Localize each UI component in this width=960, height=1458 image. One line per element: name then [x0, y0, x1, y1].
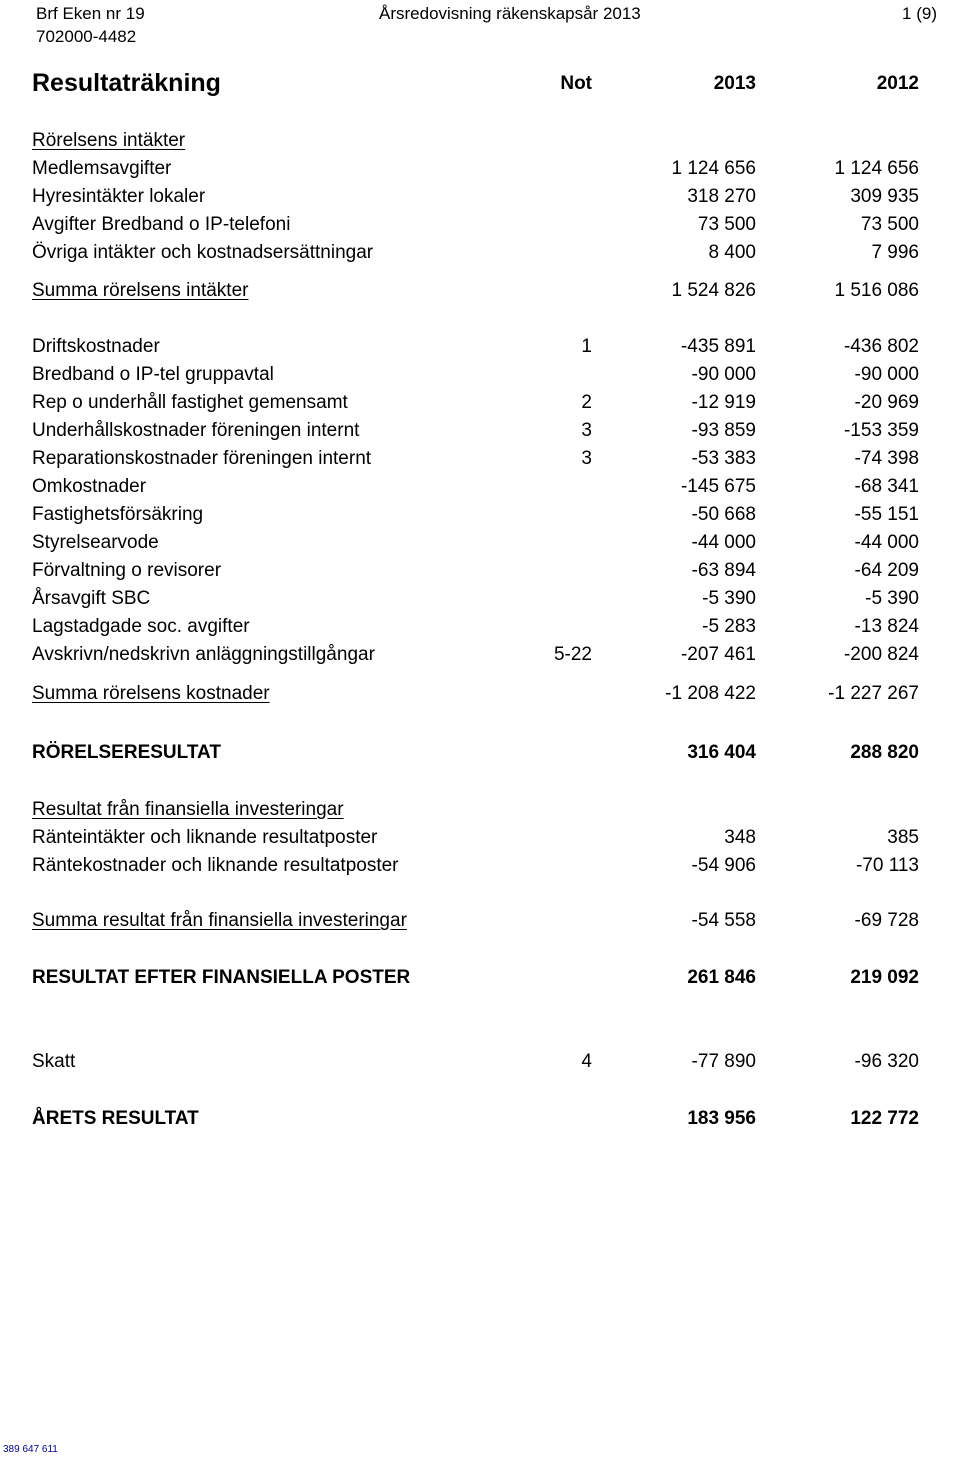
row-value-2012: -55 151 [854, 504, 919, 525]
total-row-costs [0, 681, 960, 707]
table-row [0, 334, 960, 360]
row-value-2013: 73 500 [697, 214, 756, 235]
table-row [0, 212, 960, 238]
row-value-2012: 219 092 [850, 967, 919, 988]
row-value-2012: -96 320 [854, 1051, 919, 1072]
row-label: Medlemsavgifter [32, 158, 172, 179]
row-value-2012: -68 341 [854, 476, 919, 497]
table-row [0, 362, 960, 388]
row-label: Summa resultat från finansiella investeringar [32, 910, 407, 931]
row-value-2013: -93 859 [691, 420, 756, 441]
row-label: Avgifter Bredband o IP-telefoni [32, 214, 291, 235]
row-label: Rep o underhåll fastighet gemensamt [32, 392, 348, 413]
row-value-2013: 348 [724, 827, 756, 848]
section-heading-financial [0, 797, 960, 823]
row-label: RESULTAT EFTER FINANSIELLA POSTER [32, 967, 411, 988]
table-row [0, 614, 960, 640]
row-note: 1 [581, 336, 592, 357]
page-number: 1 (9) [902, 4, 937, 23]
total-row-financial [0, 908, 960, 934]
table-row [0, 853, 960, 879]
row-value-2012: 1 124 656 [834, 158, 919, 179]
organization-name: Brf Eken nr 19 [36, 4, 145, 23]
operating-result-row [0, 740, 960, 766]
table-row [0, 825, 960, 851]
row-value-2012: 73 500 [860, 214, 919, 235]
row-note: 3 [581, 420, 592, 441]
row-value-2012: -44 000 [854, 532, 919, 553]
row-value-2012: -1 227 267 [828, 683, 919, 704]
column-header-2012: 2012 [876, 73, 919, 94]
row-note: 3 [581, 448, 592, 469]
row-label: Summa rörelsens intäkter [32, 280, 249, 301]
table-row [0, 530, 960, 556]
row-label: Skatt [32, 1051, 76, 1072]
row-label: Avskrivn/nedskrivn anläggningstillgångar [32, 644, 375, 665]
row-value-2013: 183 956 [687, 1108, 756, 1129]
statement-title: Resultaträkning [32, 69, 221, 97]
row-label: Årsavgift SBC [32, 588, 151, 609]
row-value-2012: -74 398 [854, 448, 919, 469]
row-value-2013: -145 675 [680, 476, 756, 497]
row-value-2012: -200 824 [843, 644, 919, 665]
row-value-2013: 8 400 [708, 242, 756, 263]
row-value-2013: -1 208 422 [665, 683, 756, 704]
row-value-2012: 7 996 [871, 242, 919, 263]
row-value-2013: -90 000 [691, 364, 756, 385]
row-value-2013: -44 000 [691, 532, 756, 553]
row-value-2013: -5 390 [702, 588, 756, 609]
row-value-2012: -5 390 [865, 588, 919, 609]
row-value-2012: -70 113 [855, 855, 919, 876]
table-row [0, 446, 960, 472]
organization-number: 702000-4482 [36, 27, 137, 46]
table-row [0, 474, 960, 500]
row-value-2012: -153 359 [843, 420, 919, 441]
section-heading: Rörelsens intäkter [32, 130, 186, 151]
tax-row [0, 1049, 960, 1075]
row-label: Reparationskostnader föreningen internt [32, 448, 372, 469]
row-value-2012: 1 516 086 [834, 280, 919, 301]
row-note: 4 [581, 1051, 592, 1072]
row-label: Bredband o IP-tel gruppavtal [32, 364, 274, 385]
row-value-2013: -12 919 [691, 392, 756, 413]
section-heading: Resultat från finansiella investeringar [32, 799, 344, 820]
table-row [0, 586, 960, 612]
row-value-2013: -50 668 [691, 504, 756, 525]
footer-code: 389 647 611 [3, 1444, 58, 1455]
row-label: Förvaltning o revisorer [32, 560, 222, 581]
row-value-2013: -53 383 [691, 448, 756, 469]
table-row [0, 184, 960, 210]
row-value-2013: 316 404 [687, 742, 756, 763]
row-value-2013: -63 894 [691, 560, 756, 581]
row-value-2013: 1 524 826 [671, 280, 756, 301]
row-note: 2 [581, 392, 592, 413]
row-value-2012: 385 [887, 827, 919, 848]
row-label: Hyresintäkter lokaler [32, 186, 206, 207]
table-row [0, 502, 960, 528]
row-label: Summa rörelsens kostnader [32, 683, 270, 704]
row-value-2012: 309 935 [850, 186, 919, 207]
column-header-note: Not [560, 73, 592, 94]
total-row-income [0, 278, 960, 304]
row-label: Fastighetsförsäkring [32, 504, 204, 525]
row-label: Omkostnader [32, 476, 147, 497]
row-label: RÖRELSERESULTAT [32, 742, 221, 763]
row-note: 5-22 [553, 644, 592, 665]
row-value-2012: -69 728 [854, 910, 919, 931]
row-value-2013: 1 124 656 [671, 158, 756, 179]
row-value-2013: -435 891 [680, 336, 756, 357]
section-heading-income [0, 128, 960, 154]
year-result-row [0, 1106, 960, 1132]
row-value-2013: -77 890 [691, 1051, 756, 1072]
row-value-2013: -207 461 [680, 644, 756, 665]
row-label: Lagstadgade soc. avgifter [32, 616, 250, 637]
row-value-2012: -13 824 [854, 616, 919, 637]
table-row [0, 558, 960, 584]
row-value-2012: -436 802 [843, 336, 919, 357]
row-label: Övriga intäkter och kostnadsersättningar [32, 242, 374, 263]
statement-title-row [0, 66, 960, 100]
row-label: Ränteintäkter och liknande resultatposter [32, 827, 378, 848]
row-value-2012: -64 209 [854, 560, 919, 581]
row-value-2013: -54 906 [691, 855, 756, 876]
row-value-2013: 261 846 [687, 967, 756, 988]
row-value-2013: -54 558 [691, 910, 756, 931]
row-value-2013: -5 283 [702, 616, 756, 637]
table-row [0, 390, 960, 416]
row-label: Styrelsearvode [32, 532, 159, 553]
row-value-2012: 288 820 [850, 742, 919, 763]
row-label: Räntekostnader och liknande resultatposter [32, 855, 399, 876]
row-label: Driftskostnader [32, 336, 160, 357]
column-header-2013: 2013 [713, 73, 756, 94]
row-label: ÅRETS RESULTAT [32, 1108, 199, 1129]
result-after-financial-row [0, 965, 960, 991]
table-row [0, 156, 960, 182]
row-value-2013: 318 270 [687, 186, 756, 207]
table-row [0, 642, 960, 668]
row-value-2012: -20 969 [854, 392, 919, 413]
row-value-2012: -90 000 [854, 364, 919, 385]
table-row [0, 418, 960, 444]
row-label: Underhållskostnader föreningen internt [32, 420, 360, 441]
row-value-2012: 122 772 [850, 1108, 919, 1129]
table-row [0, 240, 960, 266]
document-title: Årsredovisning räkenskapsår 2013 [379, 4, 641, 23]
